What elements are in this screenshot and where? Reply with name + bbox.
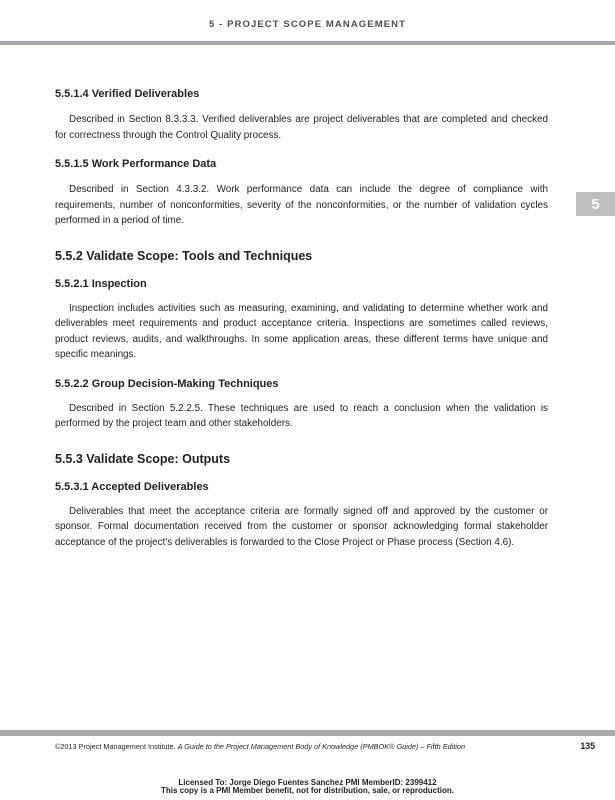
license-line-1: Licensed To: Jorge Diego Fuentes Sanchez PMI MemberID: 2399412 (178, 778, 437, 787)
heading-5-5-3: 5.5.3 Validate Scope: Outputs (55, 451, 231, 466)
page-number: 135 (580, 741, 595, 751)
paragraph-accepted-deliverables: Deliverables that meet the acceptance criteria are formally signed off and approved by the customer or sponsor. Formal documentation received from the customer or sponsor acknowledging formal stakeholder acceptance of the project's deliverables is forwarded to the Close Project or Phase process (Section 4.6). (55, 505, 548, 548)
header-rule (0, 41, 615, 45)
page-body (55, 87, 548, 550)
heading-5-5-2: 5.5.2 Validate Scope: Tools and Techniques (55, 248, 313, 263)
paragraph-inspection: Inspection includes activities such as measuring, examining, and validating to determine whether work and deliverables meet requirements and product acceptance criteria. Inspections are sometimes called reviews, product reviews, audits, and walkthroughs. In some application areas, these different terms have unique and specific meanings. (55, 302, 548, 360)
heading-5-5-1-4: 5.5.1.4 Verified Deliverables (55, 88, 200, 100)
heading-5-5-2-1: 5.5.2.1 Inspection (55, 277, 147, 290)
paragraph-work-performance-data: Described in Section 4.3.3.2. Work performance data can include the degree of compliance with requirements, number of nonconformities, severity of the nonconformities, or the number of validation cycles performed in a period of time. (55, 184, 548, 226)
paragraph-verified-deliverables: Described in Section 8.3.3.3. Verified deliverables are project deliverables that are completed and checked for correctness through the Control Quality process. (55, 114, 548, 141)
footer-book-title: A Guide to the Project Management Body of Knowledge (PMBOK® Guide) – Fifth Edition (177, 742, 466, 751)
paragraph-group-decision-making: Described in Section 5.2.2.5. These techniques are used to reach a conclusion when the validation is performed by the project team and other stakeholders. (55, 402, 548, 429)
heading-5-5-1-5: 5.5.1.5 Work Performance Data (55, 158, 217, 170)
footer-copyright: ©2013 Project Management Institute. (55, 742, 176, 751)
heading-5-5-2-2: 5.5.2.2 Group Decision-Making Techniques (55, 377, 279, 390)
heading-5-5-3-1: 5.5.3.1 Accepted Deliverables (55, 480, 209, 493)
footer-rule (0, 730, 615, 736)
running-head: 5 - PROJECT SCOPE MANAGEMENT (208, 19, 407, 30)
chapter-tab: 5 (576, 192, 615, 216)
footer-citation (55, 742, 465, 751)
license-line-2: This copy is a PMI Member benefit, not for distribution, sale, or reproduction. (161, 786, 454, 795)
